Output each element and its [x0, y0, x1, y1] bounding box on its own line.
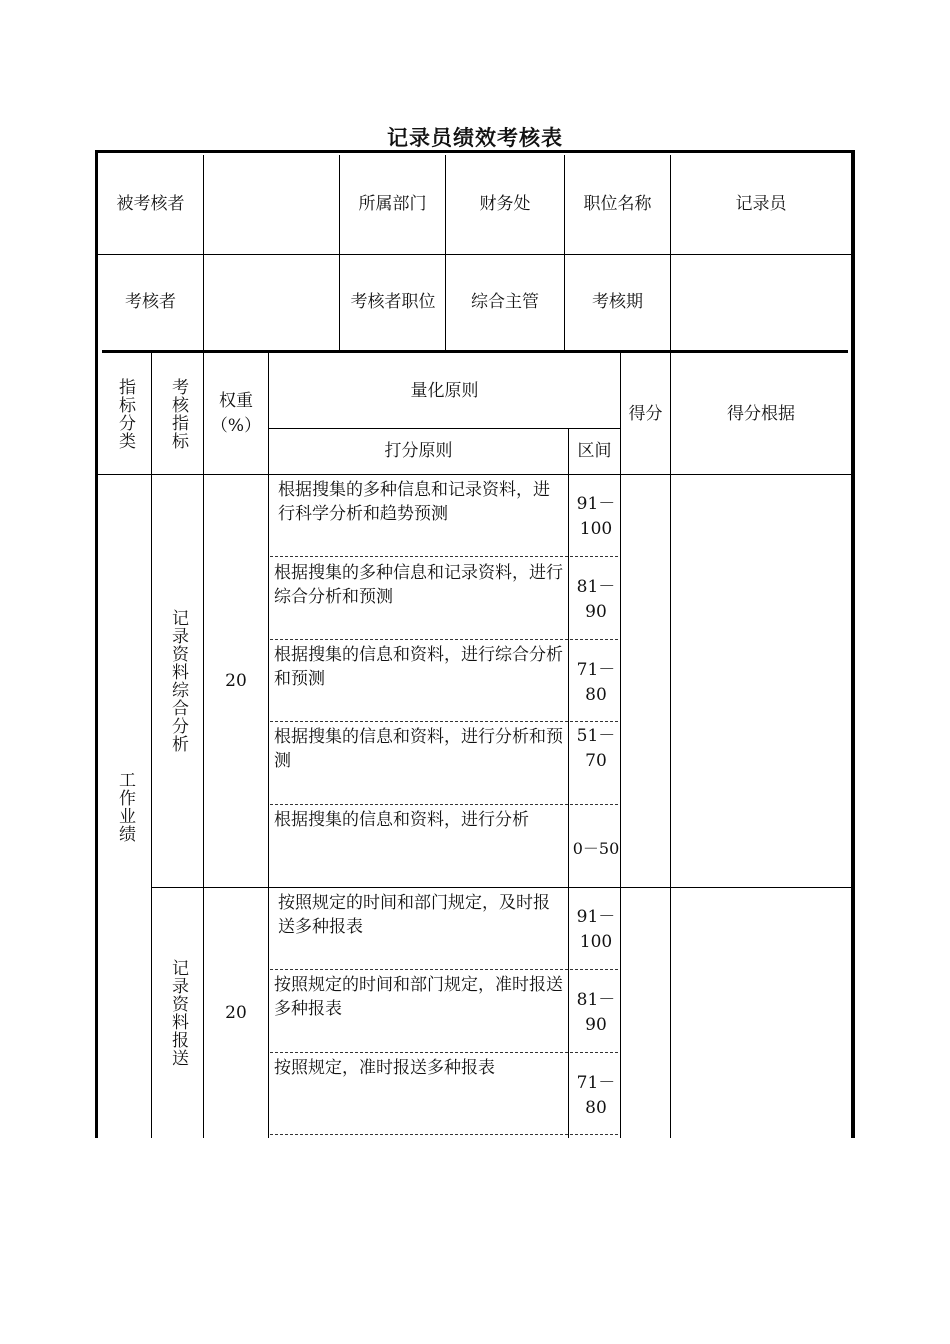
score-cell[interactable] [621, 475, 670, 887]
rule-divider [270, 1052, 618, 1053]
category-header: 指标分类 [115, 378, 135, 450]
indicator-name: 记录资料报送 [168, 959, 188, 1067]
position-label: 职位名称 [583, 194, 652, 214]
indicator-header: 考核指标 [168, 378, 188, 450]
table-border-top [95, 150, 855, 153]
assessee-label: 被考核者 [116, 194, 185, 214]
rule-divider [270, 804, 618, 805]
range-value: 71－80 [576, 660, 616, 705]
period-value[interactable] [671, 255, 851, 350]
range-value: 81－90 [576, 577, 616, 622]
position-value: 记录员 [735, 194, 787, 214]
range-value: 81－90 [576, 990, 616, 1035]
basis-cell[interactable] [671, 888, 851, 1138]
range-value: 91－100 [576, 907, 616, 952]
range-header: 区间 [577, 441, 612, 461]
scoring-rule: 根据搜集的多种信息和记录资料，进行综合分析和预测 [274, 563, 563, 607]
scoring-rule: 根据搜集的信息和资料，进行分析 [274, 810, 529, 830]
period-label: 考核期 [592, 292, 643, 312]
scoring-rule: 按照规定，准时报送多种报表 [274, 1058, 495, 1078]
rule-divider [270, 556, 618, 557]
scoring-header: 打分原则 [384, 441, 453, 461]
score-cell[interactable] [621, 888, 670, 1138]
indicator-name: 记录资料综合分析 [168, 609, 188, 753]
range-value: 91－100 [576, 494, 616, 539]
grid-line [568, 428, 569, 1138]
rule-divider [270, 721, 618, 722]
category-cell: 工作业绩 [115, 770, 135, 843]
scoring-rule: 根据搜集的信息和资料，进行综合分析和预测 [274, 645, 563, 689]
basis-cell[interactable] [671, 475, 851, 887]
indicator-weight: 20 [225, 1002, 247, 1023]
department-value: 财务处 [479, 194, 531, 214]
rule-divider [270, 639, 618, 640]
assessor-value[interactable] [204, 255, 339, 350]
scoring-rule: 根据搜集的多种信息和记录资料，进行科学分析和趋势预测 [278, 480, 550, 524]
quant-header: 量化原则 [410, 380, 479, 401]
assessor-label: 考核者 [125, 292, 176, 312]
assessor-position-label: 考核者职位 [350, 292, 436, 312]
department-label: 所属部门 [358, 194, 427, 214]
assessee-value[interactable] [204, 155, 339, 254]
range-value: 51－70 [576, 726, 616, 771]
assessor-position-value: 综合主管 [471, 292, 539, 312]
page-title: 记录员绩效考核表 [387, 126, 563, 150]
scoring-rule: 按照规定的时间和部门规定，及时报送多种报表 [278, 893, 550, 937]
weight-header: 权重（%） [210, 391, 262, 436]
range-value: 0－50 [572, 839, 620, 858]
indicator-weight: 20 [225, 670, 247, 691]
grid-line-thick [102, 350, 848, 353]
rule-divider [270, 969, 618, 970]
scoring-rule: 根据搜集的信息和资料，进行分析和预测 [274, 727, 563, 771]
rule-divider [270, 1134, 618, 1135]
score-header: 得分 [628, 403, 663, 424]
table-border-right [851, 150, 855, 1138]
range-value: 71－80 [576, 1073, 616, 1118]
basis-header: 得分根据 [727, 403, 795, 424]
scoring-rule: 按照规定的时间和部门规定，准时报送多种报表 [274, 975, 563, 1019]
